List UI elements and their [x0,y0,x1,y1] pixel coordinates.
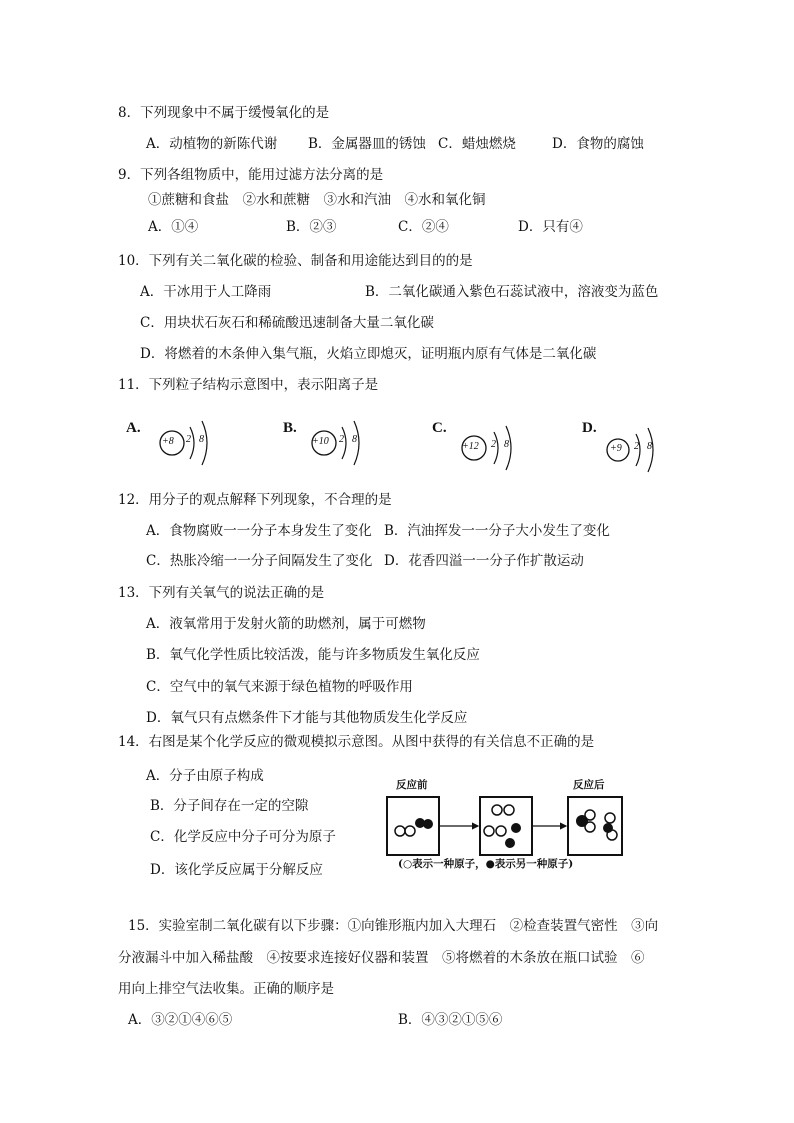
question-8-option-a: A．动植物的新陈代谢 [146,136,278,152]
atom-a-label: A. [126,420,141,436]
question-13-stem: 13．下列有关氧气的说法正确的是 [118,585,325,601]
atom-b-nucleus: +10 [312,436,329,447]
question-11-stem: 11．下列粒子结构示意图中，表示阳离子是 [118,377,379,393]
question-14-option-d: D．该化学反应属于分解反应 [150,862,323,878]
atom-d-label: D. [582,420,597,436]
question-8-option-b: B．金属器皿的锈蚀 [308,136,426,152]
question-14-option-b: B．分子间存在一定的空隙 [150,798,309,814]
question-14-option-c: C．化学反应中分子可分为原子 [150,829,336,845]
question-15-option-a: A．③②①④⑥⑤ [128,1012,233,1028]
question-12-option-a: A．食物腐败一一分子本身发生了变化 [146,523,372,539]
question-12-option-d: D．花香四溢一一分子作扩散运动 [384,553,584,569]
question-9-stem: 9．下列各组物质中，能用过滤方法分离的是 [118,167,384,183]
reaction-boxes-svg [384,793,644,863]
atom-c-shell-2: 8 [504,439,509,450]
question-10-option-d: D．将燃着的木条伸入集气瓶，火焰立即熄灭，证明瓶内原有气体是二氧化碳 [140,346,597,362]
question-8-option-d: D．食物的腐蚀 [552,136,644,152]
atom-d-shell-2: 8 [647,441,652,452]
question-8-stem: 8．下列现象中不属于缓慢氧化的是 [118,105,330,121]
question-14-stem: 14．右图是某个化学反应的微观模拟示意图。从图中获得的有关信息不正确的是 [118,734,595,750]
question-9-items: ①蔗糖和食盐 ②水和蔗糖 ③水和汽油 ④水和氧化铜 [148,192,486,208]
question-15-line-3: 用向上排空气法收集。正确的顺序是 [118,981,334,997]
question-13-option-c: C．空气中的氧气来源于绿色植物的呼吸作用 [146,679,413,695]
atom-a-shell-1: 2 [186,434,191,445]
question-13-option-b: B．氧气化学性质比较活泼，能与许多物质发生氧化反应 [146,647,480,663]
question-9-option-d: D．只有④ [518,219,583,235]
question-9-option-b: B．②③ [286,219,337,235]
figure-before-label: 反应前 [396,779,428,791]
question-12-option-b: B．汽油挥发一一分子大小发生了变化 [384,523,610,539]
question-10-option-a: A．干冰用于人工降雨 [140,284,272,300]
question-10-option-c: C．用块状石灰石和稀硫酸迅速制备大量二氧化碳 [140,315,434,331]
question-15-option-b: B．④③②①⑤⑥ [398,1012,503,1028]
atom-a-shell-2: 8 [199,434,204,445]
atom-b-label: B. [283,420,297,436]
question-14-option-a: A．分子由原子构成 [146,768,264,784]
atom-a-nucleus: +8 [162,436,174,447]
atom-c-nucleus: +12 [462,441,479,452]
atom-c-label: C. [432,420,447,436]
atom-b-shell-1: 2 [339,434,344,445]
atom-d-shell-1: 2 [634,441,639,452]
figure-after-label: 反应后 [573,779,605,791]
question-15-line-2: 分液漏斗中加入稀盐酸 ④按要求连接好仪器和装置 ⑤将燃着的木条放在瓶口试验 ⑥ [118,950,645,966]
atom-c-shell-1: 2 [491,439,496,450]
question-13-option-d: D．氧气只有点燃条件下才能与其他物质发生化学反应 [146,710,468,726]
figure-caption: (○表示一种原子，●表示另一种原子) [398,858,574,870]
question-9-option-c: C．②④ [398,219,449,235]
question-15-line-1: 15．实验室制二氧化碳有以下步骤：①向锥形瓶内加入大理石 ②检查装置气密性 ③向 [128,918,659,934]
question-10-stem: 10．下列有关二氧化碳的检验、制备和用途能达到目的的是 [118,253,473,269]
question-12-option-c: C．热胀冷缩一一分子间隔发生了变化 [146,553,373,569]
atom-d-nucleus: +9 [610,443,622,454]
question-9-option-a: A．①④ [148,219,199,235]
atom-b-shell-2: 8 [352,434,357,445]
question-8-option-c: C．蜡烛燃烧 [438,136,516,152]
question-12-stem: 12．用分子的观点解释下列现象，不合理的是 [118,492,392,508]
question-10-option-b: B．二氧化碳通入紫色石蕊试液中，溶液变为蓝色 [365,284,659,300]
question-13-option-a: A．液氧常用于发射火箭的助燃剂，属于可燃物 [146,616,426,632]
